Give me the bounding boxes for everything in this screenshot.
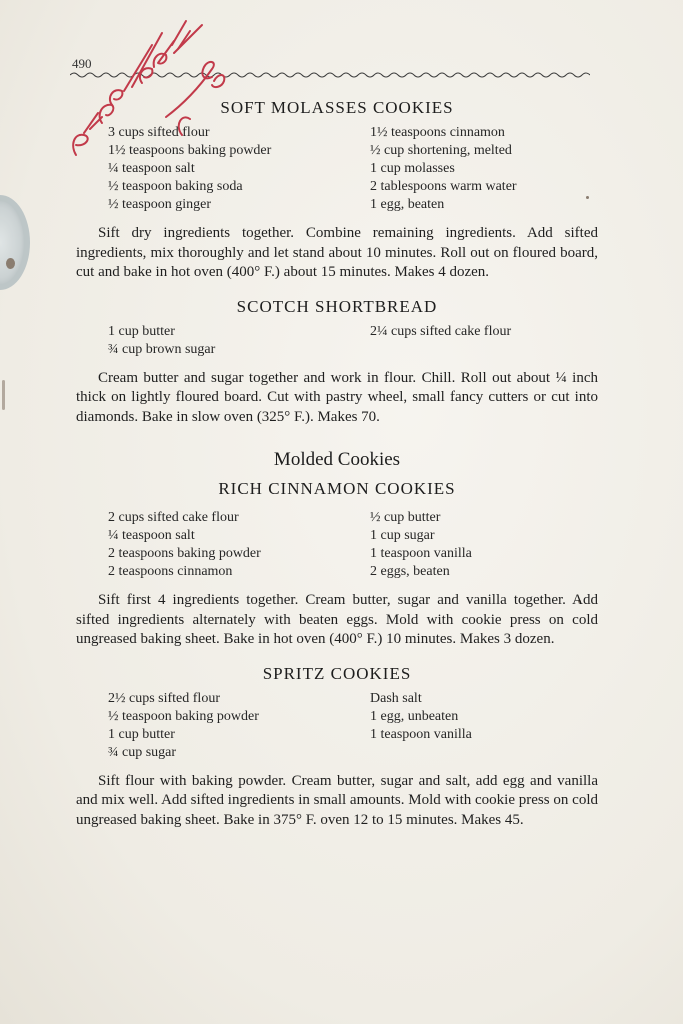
spacer (76, 427, 598, 449)
ingredient: 1 teaspoon vanilla (370, 726, 472, 742)
section-heading: Molded Cookies (273, 449, 401, 470)
ingredient: 2 teaspoons cinnamon (108, 564, 233, 579)
ingredient: ½ cup shortening, melted (370, 143, 512, 158)
binder-ring-shadow (0, 195, 30, 290)
ingredient-column-left (108, 323, 370, 359)
ingredient: 1 cup sugar (370, 528, 435, 543)
ingredient: 1 teaspoon vanilla (370, 546, 472, 561)
paper-speck (2, 380, 5, 410)
ingredient: 2 tablespoons warm water (370, 179, 517, 194)
ingredient: 2½ cups sifted flour (108, 690, 220, 706)
recipe-title: SPRITZ COOKIES (262, 663, 412, 683)
ingredient: 1 egg, unbeaten (370, 708, 459, 724)
recipe-scotch-shortbread (76, 297, 598, 428)
recipe-directions: Sift flour with baking powder. Cream butter, sugar and salt, add egg and vanilla and mix well. Add sifted ingredients in small amounts. Mold with cookie press on cold ungreased baking sheet. Bake in 375° F. oven 12 to 15 minutes. Makes 45. (76, 772, 598, 828)
recipe-title: SOFT MOLASSES COOKIES (220, 98, 454, 117)
ingredient: 3 cups sifted flour (108, 125, 210, 140)
ingredient-list (76, 323, 598, 359)
spacer (76, 283, 598, 297)
ingredient-list (76, 509, 598, 581)
ingredient-column-right (370, 690, 598, 762)
spacer (76, 471, 598, 479)
recipe-directions: Sift dry ingredients together. Combine remaining ingredients. Add sifted ingredients, mix thoroughly and let stand about 10 minutes. Roll out on floured board, cut and bake in hot oven (400° F.) about 15 minutes. Makes 4 dozen. (76, 225, 598, 280)
ingredient-column-left (108, 509, 370, 581)
ingredient-column-right (370, 509, 598, 581)
recipe-title: SCOTCH SHORTBREAD (236, 296, 438, 316)
ingredient: ½ teaspoon baking soda (108, 179, 243, 194)
spacer (76, 650, 598, 664)
recipe-directions: Cream butter and sugar together and work in flour. Chill. Roll out about ¼ inch thick on lightly floured board. Cut with pastry wheel, small fancy cutters or cut into diamonds. Bake in slow oven (325° F.). Makes 70. (76, 369, 598, 425)
ingredient: ¾ cup sugar (108, 744, 177, 760)
ingredient: 2 eggs, beaten (370, 564, 450, 579)
ingredient-list (76, 690, 598, 762)
ingredient: 1½ teaspoons baking powder (108, 143, 272, 158)
paper-speck (6, 258, 15, 269)
ingredient: 1 cup molasses (370, 161, 455, 176)
recipe-title: RICH CINNAMON COOKIES (218, 479, 456, 498)
ingredient-column-left (108, 690, 370, 762)
ingredient-column-right (370, 124, 598, 214)
ingredient: 1½ teaspoons cinnamon (370, 125, 505, 140)
ingredient: ¼ teaspoon salt (108, 528, 195, 543)
ingredient: ¼ teaspoon salt (108, 161, 195, 176)
ingredient: ½ teaspoon baking powder (108, 708, 259, 724)
ingredient: 2 cups sifted cake flour (108, 510, 239, 525)
ingredient: 2¼ cups sifted cake flour (370, 323, 512, 339)
ingredient: 1 cup butter (108, 323, 175, 339)
ingredient: 2 teaspoons baking powder (108, 546, 261, 561)
ingredient: ½ teaspoon ginger (108, 197, 212, 212)
ingredient: 1 egg, beaten (370, 197, 445, 212)
ingredient-list (76, 124, 598, 214)
recipe-spritz (76, 664, 598, 831)
recipe-directions: Sift first 4 ingredients together. Cream butter, sugar and vanilla together. Add sifted ingredients alternately with beaten eggs. Mold with cookie press on cold ungreased baking sheet. Bake in hot oven (400° F.) 10 minutes. Makes 3 dozen. (76, 592, 598, 647)
ingredient-column-left (108, 124, 370, 214)
ingredient: ½ cup butter (370, 510, 441, 525)
recipe-content (76, 98, 598, 830)
recipe-soft-molasses (76, 98, 598, 283)
ingredient-column-right (370, 323, 598, 359)
ingredient: Dash salt (370, 690, 422, 706)
page-number: 490 (72, 56, 92, 71)
ingredient: ¾ cup brown sugar (108, 341, 216, 357)
ingredient: 1 cup butter (108, 726, 175, 742)
recipe-rich-cinnamon (76, 479, 598, 650)
